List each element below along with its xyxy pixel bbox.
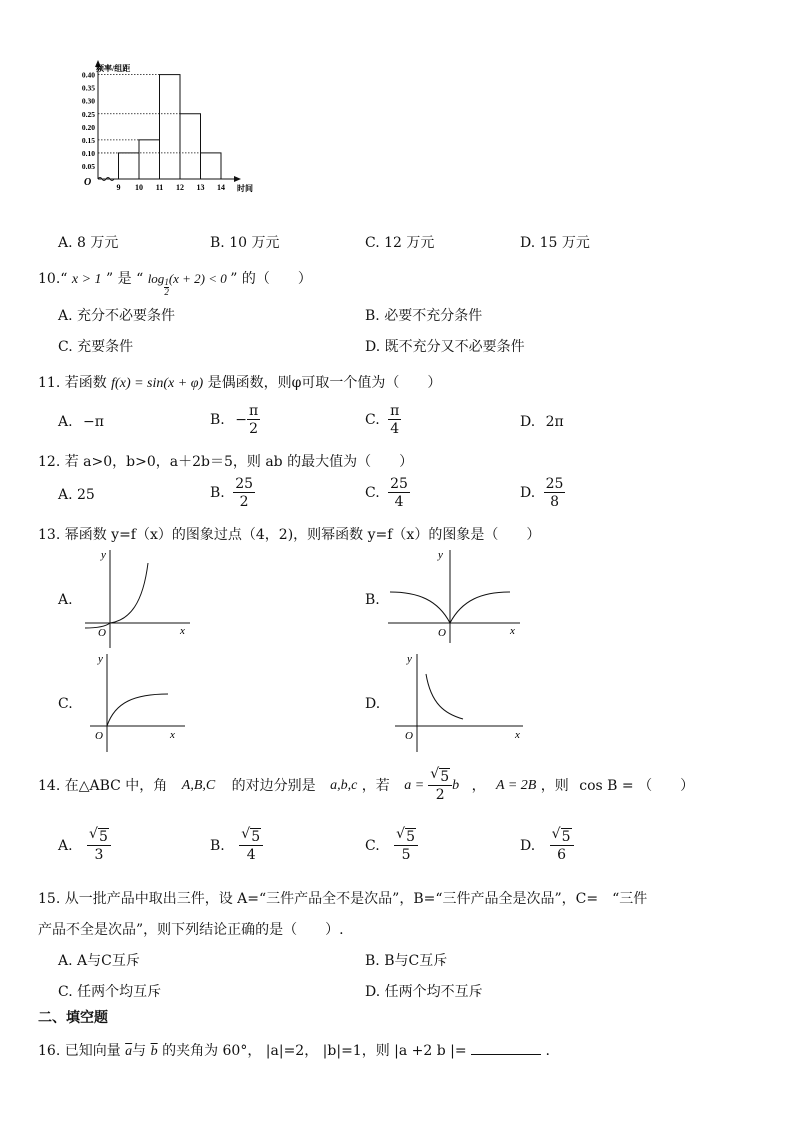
q14-a2b: A = 2B	[496, 778, 537, 793]
q14-a-eq: a =	[404, 778, 425, 793]
q15-stem-line2: 产品不全是次品”，则下列结论正确的是（ ）.	[38, 922, 344, 938]
histogram-ytick: 0.35	[81, 83, 95, 93]
q13-b-x: x	[510, 625, 515, 637]
q16-yu: 与	[132, 1043, 147, 1059]
q14-mid: 的对边分别是	[231, 778, 316, 794]
q13-d-curve	[426, 674, 463, 719]
q14-c-root: √	[396, 826, 406, 842]
q16-pre: 16. 已知向量	[38, 1043, 121, 1059]
q13-c-o: O	[95, 730, 103, 742]
q14-option-b	[210, 826, 263, 863]
q11-a-value: −π	[83, 414, 104, 430]
q11-text-pre: 11. 若函数	[38, 375, 107, 391]
histogram-x-arrow	[234, 176, 241, 182]
histogram-chart	[60, 58, 270, 198]
q10-quote-open: “	[60, 271, 68, 287]
q10-option-d: D. 既不充分又不必要条件	[365, 339, 525, 355]
q14-root: √	[430, 766, 440, 782]
q10-base-num: 1	[164, 277, 169, 287]
histogram-plot	[82, 60, 241, 192]
q12-option-d	[520, 477, 565, 509]
q14-ruo: ，若	[361, 778, 390, 794]
q14-b-label: B.	[210, 838, 225, 854]
q13-c-y: y	[98, 653, 103, 665]
q14-c-label: C.	[365, 838, 380, 854]
q11-option-a	[58, 414, 104, 430]
q10-option-a: A. 充分不必要条件	[58, 308, 176, 324]
q13-option-d-label: D.	[365, 696, 381, 712]
q10-quote-mid: ” 是 “	[106, 271, 144, 287]
q16-abs-b: |b|=1，则	[322, 1043, 390, 1059]
histogram-bar	[160, 75, 181, 179]
q14-abc-upper: A,B,C	[181, 778, 216, 793]
q14-b: b	[452, 778, 460, 793]
q13-b-curve	[450, 592, 510, 623]
q14-a-label: A.	[58, 838, 73, 854]
q13-d-x: x	[515, 729, 520, 741]
q16-post: 的夹角为 60°，	[162, 1043, 262, 1059]
q12-b-num: 25	[235, 476, 254, 492]
q14-d-den: 6	[557, 847, 567, 863]
q14-a-root: √	[89, 826, 98, 842]
q15-stem-line1: 15. 从一批产品中取出三件，设 A=“三件产品全不是次品”，B=“三件产品全是次品”，C= “三件	[38, 891, 648, 907]
histogram-xtick: 10	[135, 183, 143, 192]
q10-base-den: 2	[164, 287, 169, 297]
histogram-xtick: 14	[217, 183, 225, 192]
q11-b-num: π	[248, 403, 259, 419]
histogram-ytick: 0.20	[81, 122, 95, 132]
q12-option-c	[365, 477, 410, 509]
q14-abc-lower: a,b,c	[330, 778, 358, 793]
q14-d-label: D.	[520, 838, 536, 854]
q11-option-d	[520, 414, 564, 430]
q13-d-o: O	[405, 730, 413, 742]
q15-option-c: C. 任两个均互斥	[58, 984, 162, 1000]
histogram-xtick: 9	[116, 183, 121, 192]
q16-expr: |a +2 b |=	[394, 1043, 467, 1059]
histogram-bar	[139, 140, 160, 179]
q12-option-a: A. 25	[58, 487, 95, 503]
histogram-xtick: 11	[155, 183, 164, 192]
histogram-ytick: 0.15	[81, 135, 95, 145]
q14-two: 2	[435, 787, 445, 803]
q13-b-y: y	[438, 549, 443, 561]
q13-c-x: x	[170, 729, 175, 741]
histogram-xlabel: 时间	[237, 184, 253, 193]
q14-five: 5	[440, 769, 450, 785]
q14-d-five: 5	[561, 829, 571, 845]
q11-option-c	[365, 404, 401, 436]
q13-graph-a	[85, 548, 195, 648]
q12-c-num: 25	[390, 476, 408, 492]
histogram-origin: O	[84, 177, 92, 188]
histogram-ylabel: 频率/组距	[96, 64, 131, 73]
q12-c-label: C.	[365, 485, 380, 501]
q14-ze: ，则	[540, 778, 569, 794]
q12-option-b	[210, 477, 255, 509]
q14-c-five: 5	[406, 829, 416, 845]
q13-stem: 13. 幂函数 y=f（x）的图象过点（4，2)，则幂函数 y=f（x）的图象是（ ）	[38, 527, 541, 543]
q11-a-label: A.	[58, 414, 73, 430]
q13-c-curve	[107, 694, 168, 726]
q15-option-a: A. A与C互斥	[58, 953, 140, 969]
q14-b-five: 5	[251, 829, 261, 845]
q11-b-label: B.	[210, 412, 225, 428]
q10-quote-end: ” 的（ ）	[230, 271, 312, 287]
q11-b-den: 2	[249, 421, 258, 437]
q15-option-b: B. B与C互斥	[365, 953, 448, 969]
q14-a-five: 5	[99, 829, 108, 845]
q10-condition-x: x > 1	[71, 272, 102, 287]
q13-option-c-label: C.	[58, 696, 73, 712]
q16-stem	[38, 1040, 550, 1060]
q16-vector-a: $\overline{a}$	[125, 1044, 133, 1059]
q14-pre: 14. 在△ABC 中，角	[38, 778, 168, 794]
q13-a-y: y	[101, 549, 106, 561]
q10-number: 10.	[38, 271, 61, 287]
q12-stem: 12. 若 a>0，b>0，a＋2b＝5，则 ab 的最大值为（ ）	[38, 454, 414, 470]
q12-c-den: 4	[394, 494, 404, 510]
q13-option-a-label: A.	[58, 592, 73, 608]
q16-abs-a: |a|=2，	[265, 1043, 319, 1059]
q16-vector-b: $\overline{b}$	[150, 1044, 158, 1059]
q14-b-root: √	[241, 826, 251, 842]
q13-a-curve	[110, 563, 148, 623]
q14-d-root: √	[551, 826, 561, 842]
q12-d-num: 25	[545, 476, 564, 492]
q11-text-post: 是偶函数，则φ可取一个值为（ ）	[207, 375, 442, 391]
q10-log-expression	[147, 271, 231, 297]
histogram-ytick: 0.30	[81, 96, 95, 106]
q11-option-b	[210, 404, 260, 436]
q11-c-label: C.	[365, 412, 380, 428]
q12-d-den: 8	[550, 494, 560, 510]
histogram-ytick: 0.05	[81, 161, 95, 171]
q13-graph-d	[395, 652, 530, 752]
q14-stem	[38, 766, 695, 803]
q12-b-den: 2	[239, 494, 249, 510]
q11-d-value: 2π	[545, 414, 564, 430]
q14-paren: （ ）	[638, 778, 695, 794]
histogram-ytick: 0.25	[81, 109, 95, 119]
q13-d-y: y	[407, 653, 412, 665]
q13-graph-b	[388, 548, 523, 643]
q14-a-den: 3	[94, 847, 104, 863]
q14-comma: ，	[471, 778, 486, 794]
q13-option-b-label: B.	[365, 592, 380, 608]
histogram-bar	[180, 114, 201, 179]
q10-stem	[38, 268, 312, 297]
q14-option-d	[520, 826, 574, 863]
q12-b-label: B.	[210, 485, 225, 501]
q13-a-o: O	[98, 627, 106, 639]
q14-option-a	[58, 826, 111, 863]
histogram-bar	[119, 153, 140, 179]
q16-answer-blank[interactable]	[471, 1042, 541, 1055]
q12-d-label: D.	[520, 485, 536, 501]
histogram-ytick: 0.10	[81, 148, 95, 158]
q13-b-o: O	[438, 627, 446, 639]
q14-option-c	[365, 826, 418, 863]
section-title-fill-in: 二、填空题	[38, 1010, 108, 1026]
q11-c-den: 4	[390, 421, 400, 437]
q16-end: .	[545, 1043, 550, 1059]
q15-option-d: D. 任两个均不互斥	[365, 984, 483, 1000]
q10-option-c: C. 充要条件	[58, 339, 134, 355]
q11-d-label: D.	[520, 414, 536, 430]
q10-log: log	[147, 271, 165, 286]
q9-option-a: A. 8 万元	[58, 235, 119, 251]
q14-cosb: cos B =	[579, 778, 634, 794]
q13-a-x: x	[180, 625, 185, 637]
q9-option-b: B. 10 万元	[210, 235, 280, 251]
q11-b-sign: −	[235, 412, 247, 428]
q11-c-num: π	[390, 403, 400, 419]
histogram-xtick: 12	[176, 183, 184, 192]
q14-c-den: 5	[401, 847, 411, 863]
q10-option-b: B. 必要不充分条件	[365, 308, 483, 324]
q14-b-den: 4	[246, 847, 256, 863]
q9-option-d: D. 15 万元	[520, 235, 590, 251]
histogram-xtick: 13	[196, 183, 205, 192]
q11-stem	[38, 372, 441, 392]
histogram-ytick: 0.40	[81, 70, 95, 80]
histogram-bar	[201, 153, 222, 179]
q11-formula: f(x) = sin(x + φ)	[111, 376, 204, 391]
q13-graph-c	[90, 652, 190, 752]
q9-option-c: C. 12 万元	[365, 235, 435, 251]
q10-log-rest: (x + 2) < 0	[168, 271, 227, 286]
